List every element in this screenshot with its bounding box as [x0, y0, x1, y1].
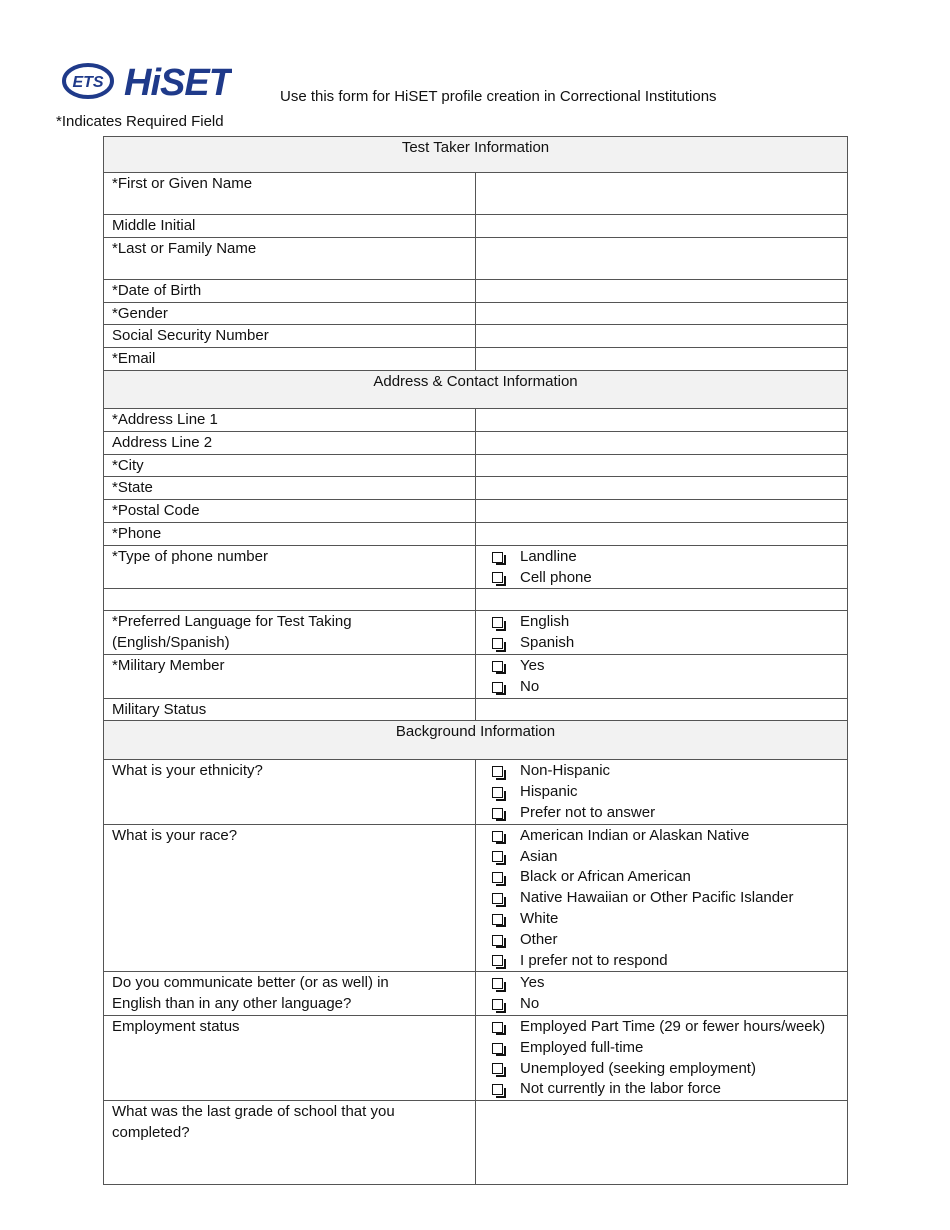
checkbox-icon[interactable] [492, 935, 503, 946]
option-label: No [520, 677, 540, 695]
table-row [104, 654, 848, 698]
option-hispanic[interactable] [484, 782, 839, 803]
state-field[interactable] [476, 477, 848, 500]
ethnicity-options [476, 760, 848, 824]
option-non-hispanic[interactable] [484, 761, 839, 782]
grade-label-line2: completed? [112, 1123, 190, 1141]
checkbox-icon[interactable] [492, 851, 503, 862]
english-label-line2: English than in any other language? [112, 995, 352, 1013]
employment-label: Employment status [104, 1015, 476, 1100]
english-label [104, 972, 476, 1016]
checkbox-icon[interactable] [492, 552, 503, 563]
race-options [476, 824, 848, 972]
checkbox-icon[interactable] [492, 955, 503, 966]
option-label: Other [520, 930, 558, 948]
required-field-note: *Indicates Required Field [56, 113, 224, 130]
section-header-row [104, 137, 848, 173]
state-label: *State [104, 477, 476, 500]
postal-label: *Postal Code [104, 500, 476, 523]
employment-options [476, 1015, 848, 1100]
checkbox-icon[interactable] [492, 831, 503, 842]
option-label: Employed Part Time (29 or fewer hours/week) [520, 1017, 826, 1035]
language-label [104, 611, 476, 655]
option-native-hawaiian[interactable] [484, 888, 839, 909]
section-background: Background Information [104, 721, 848, 760]
checkbox-icon[interactable] [492, 572, 503, 583]
checkbox-icon[interactable] [492, 1022, 503, 1033]
empty-field-cell[interactable] [476, 589, 848, 611]
checkbox-icon[interactable] [492, 766, 503, 777]
military-member-options [476, 654, 848, 698]
table-row [104, 431, 848, 454]
option-label: White [520, 909, 559, 927]
checkbox-icon[interactable] [492, 682, 503, 693]
option-american-indian[interactable] [484, 826, 839, 847]
option-black[interactable] [484, 867, 839, 888]
address2-field[interactable] [476, 431, 848, 454]
option-other[interactable] [484, 930, 839, 951]
table-row [104, 760, 848, 824]
checkbox-icon[interactable] [492, 1084, 503, 1095]
phone-type-label: *Type of phone number [104, 545, 476, 589]
military-status-field[interactable] [476, 698, 848, 721]
table-row [104, 348, 848, 371]
language-label-line1: *Preferred Language for Test Taking [112, 613, 352, 631]
address2-label: Address Line 2 [104, 431, 476, 454]
empty-label-cell [104, 589, 476, 611]
checkbox-icon[interactable] [492, 808, 503, 819]
option-english[interactable] [484, 612, 839, 633]
option-label: English [520, 613, 570, 631]
table-row [104, 698, 848, 721]
military-status-label: Military Status [104, 698, 476, 721]
ets-logo-text: ETS [72, 74, 104, 91]
option-label: Employed full-time [520, 1038, 644, 1056]
checkbox-icon[interactable] [492, 638, 503, 649]
grade-field[interactable] [476, 1101, 848, 1185]
hiset-logo [62, 60, 232, 102]
option-no[interactable] [484, 677, 839, 698]
email-field[interactable] [476, 348, 848, 371]
checkbox-icon[interactable] [492, 1043, 503, 1054]
phone-field[interactable] [476, 522, 848, 545]
english-label-line1: Do you communicate better (or as well) in [112, 974, 389, 992]
dob-field[interactable] [476, 279, 848, 302]
city-field[interactable] [476, 454, 848, 477]
checkbox-icon[interactable] [492, 914, 503, 925]
section-header-row [104, 370, 848, 408]
option-label: Yes [520, 656, 545, 674]
grade-label-line1: What was the last grade of school that you [112, 1103, 395, 1121]
option-prefer-not-to-answer[interactable] [484, 803, 839, 824]
option-label: I prefer not to respond [520, 951, 668, 969]
gender-field[interactable] [476, 302, 848, 325]
checkbox-icon[interactable] [492, 893, 503, 904]
option-label: Prefer not to answer [520, 803, 656, 821]
dob-label: *Date of Birth [104, 279, 476, 302]
race-label: What is your race? [104, 824, 476, 972]
section-test-taker: Test Taker Information [104, 137, 848, 173]
profile-form-table [103, 136, 848, 1185]
option-yes[interactable] [484, 973, 839, 994]
option-label: Asian [520, 847, 558, 865]
form-subtitle: Use this form for HiSET profile creation in Correctional Institutions [280, 88, 717, 105]
table-row [104, 302, 848, 325]
checkbox-icon[interactable] [492, 787, 503, 798]
table-row [104, 325, 848, 348]
phone-type-options [476, 545, 848, 589]
option-label: No [520, 995, 540, 1013]
table-row [104, 408, 848, 431]
last-name-label: *Last or Family Name [104, 237, 476, 279]
checkbox-icon[interactable] [492, 661, 503, 672]
option-part-time[interactable] [484, 1017, 839, 1038]
table-row [104, 454, 848, 477]
option-label: Non-Hispanic [520, 762, 611, 780]
option-prefer-not-to-respond[interactable] [484, 951, 839, 972]
checkbox-icon[interactable] [492, 1063, 503, 1074]
option-label: Yes [520, 974, 545, 992]
gender-label: *Gender [104, 302, 476, 325]
option-unemployed[interactable] [484, 1059, 839, 1080]
option-label: Spanish [520, 634, 575, 652]
option-white[interactable] [484, 909, 839, 930]
option-label: Cell phone [520, 568, 592, 586]
table-row [104, 824, 848, 972]
option-landline[interactable] [484, 547, 839, 568]
last-name-field[interactable] [476, 237, 848, 279]
table-row [104, 1015, 848, 1100]
checkbox-icon[interactable] [492, 978, 503, 989]
option-not-in-labor-force[interactable] [484, 1079, 839, 1100]
option-label: Native Hawaiian or Other Pacific Islander [520, 889, 794, 907]
table-row [104, 279, 848, 302]
ssn-field[interactable] [476, 325, 848, 348]
option-label: Landline [520, 547, 577, 565]
option-label: Hispanic [520, 783, 578, 801]
first-name-field[interactable] [476, 173, 848, 215]
address1-field[interactable] [476, 408, 848, 431]
checkbox-icon[interactable] [492, 999, 503, 1010]
option-asian[interactable] [484, 847, 839, 868]
table-row [104, 522, 848, 545]
english-options [476, 972, 848, 1016]
city-label: *City [104, 454, 476, 477]
option-label: American Indian or Alaskan Native [520, 826, 750, 844]
option-label: Unemployed (seeking employment) [520, 1059, 756, 1077]
option-full-time[interactable] [484, 1038, 839, 1059]
first-name-label: *First or Given Name [104, 173, 476, 215]
option-cell-phone[interactable] [484, 568, 839, 589]
table-row [104, 545, 848, 589]
table-row [104, 173, 848, 215]
table-row [104, 477, 848, 500]
section-address: Address & Contact Information [104, 370, 848, 408]
ssn-label: Social Security Number [104, 325, 476, 348]
phone-label: *Phone [104, 522, 476, 545]
table-row [104, 237, 848, 279]
language-label-line2: (English/Spanish) [112, 634, 230, 652]
postal-field[interactable] [476, 500, 848, 523]
section-header-row [104, 721, 848, 760]
option-label: Black or African American [520, 868, 691, 886]
military-member-label: *Military Member [104, 654, 476, 698]
grade-label [104, 1101, 476, 1185]
empty-row [104, 589, 848, 611]
checkbox-icon[interactable] [492, 872, 503, 883]
address1-label: *Address Line 1 [104, 408, 476, 431]
hiset-logo-text: HiSET [124, 62, 231, 102]
language-options [476, 611, 848, 655]
middle-initial-label: Middle Initial [104, 215, 476, 238]
option-spanish[interactable] [484, 633, 839, 654]
table-row [104, 215, 848, 238]
middle-initial-field[interactable] [476, 215, 848, 238]
table-row [104, 972, 848, 1016]
ethnicity-label: What is your ethnicity? [104, 760, 476, 824]
option-label: Not currently in the labor force [520, 1080, 721, 1098]
option-no[interactable] [484, 994, 839, 1015]
table-row [104, 500, 848, 523]
table-row [104, 1101, 848, 1185]
table-row [104, 611, 848, 655]
checkbox-icon[interactable] [492, 617, 503, 628]
option-yes[interactable] [484, 656, 839, 677]
email-label: *Email [104, 348, 476, 371]
